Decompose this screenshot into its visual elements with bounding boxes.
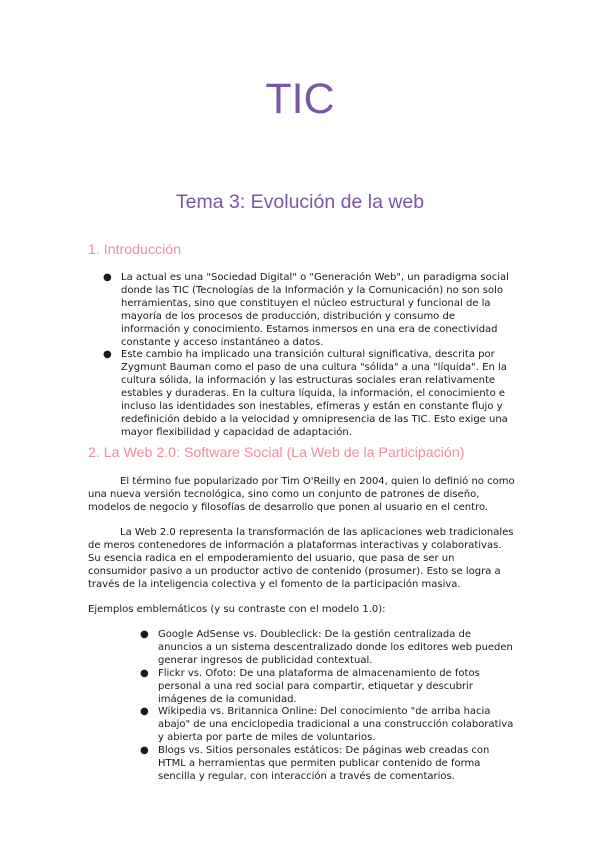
paragraph <box>88 527 516 592</box>
list-item <box>140 629 514 668</box>
intro-bullet-list <box>103 272 517 440</box>
bullet-icon: ● <box>103 349 112 361</box>
list-item-text: Este cambio ha implicado una transición cultural significativa, descrita por Zygmunt Bauman como el paso de una cultura "sólida" a una "líquida". En la cultura sólida, la información y las estructuras sociales eran relativamente estables y duraderas. En la cultura líquida, la información, el conocimiento e incluso las identidades son inestables, efímeras y están en constante flujo y redefinición debido a la velocidad y omnipresencia de las TIC. Esto exige una mayor flexibilidad y capacidad de adaptación. <box>121 349 508 438</box>
list-item-text: La actual es una "Sociedad Digital" o "Generación Web", un paradigma social donde las TIC (Tecnologías de la Información y la Comunicación) no son solo herramientas, sino que constituyen el núcleo estructural y funcional de la mayoría de los procesos de producción, distribución y consumo de información y conocimiento. Estamos inmersos en una era de conectividad constante y acceso instantáneo a datos. <box>121 272 509 348</box>
document-subtitle: Tema 3: Evolución de la web <box>175 191 425 213</box>
bullet-icon: ● <box>140 706 149 718</box>
paragraph-text: El término fue popularizado por Tim O'Reilly en 2004, quien lo definió no como una nueva versión tecnológica, sino como un conjunto de patrones de diseño, modelos de negocio y filosofías de desarrollo que ponen al usuario en el centro. <box>88 476 515 513</box>
list-item-text: Blogs vs. Sitios personales estáticos: De páginas web creadas con HTML a herramientas que permiten publicar contenido de forma sencilla y regular, con interacción a través de comentarios. <box>158 745 490 782</box>
bullet-icon: ● <box>140 745 149 757</box>
section-heading-introduccion: 1. Introducción <box>88 242 182 258</box>
examples-bullet-list <box>140 629 514 784</box>
section-heading-web20: 2. La Web 2.0: Software Social (La Web de la Participación) <box>88 445 465 461</box>
list-item <box>140 706 514 745</box>
list-item <box>103 272 517 349</box>
examples-intro: Ejemplos emblemáticos (y su contraste con el modelo 1.0): <box>88 604 386 615</box>
paragraph-text: La Web 2.0 representa la transformación de las aplicaciones web tradicionales de meros contenedores de información a plataformas interactivas y colaborativas. Su esencia radica en el empoderamiento del usuario, que pasa de ser un consumidor pasivo a un productor activo de contenido (prosumer). Esto se logra a través de la inteligencia colectiva y el fomento de la participación masiva. <box>88 527 514 590</box>
paragraph <box>88 476 516 515</box>
bullet-icon: ● <box>140 667 149 679</box>
list-item <box>103 349 517 439</box>
list-item <box>140 667 514 707</box>
bullet-icon: ● <box>140 629 149 640</box>
bullet-icon: ● <box>103 272 112 283</box>
list-item-text: Wikipedia vs. Britannica Online: Del conocimiento "de arriba hacia abajo" de una enciclopedia tradicional a una construcción colaborativa y abierta por parte de miles de voluntarios. <box>158 706 514 744</box>
list-item-text: Flickr vs. Ofoto: De una plataforma de almacenamiento de fotos personal a una red social para compartir, etiquetar y descubrir imágenes de la comunidad. <box>158 667 480 705</box>
document-title: TIC <box>265 75 335 123</box>
list-item <box>140 745 514 784</box>
list-item-text: Google AdSense vs. Doubleclick: De la gestión centralizada de anuncios a un sistema descentralizado donde los editores web pueden generar ingresos de publicidad contextual. <box>158 629 513 666</box>
